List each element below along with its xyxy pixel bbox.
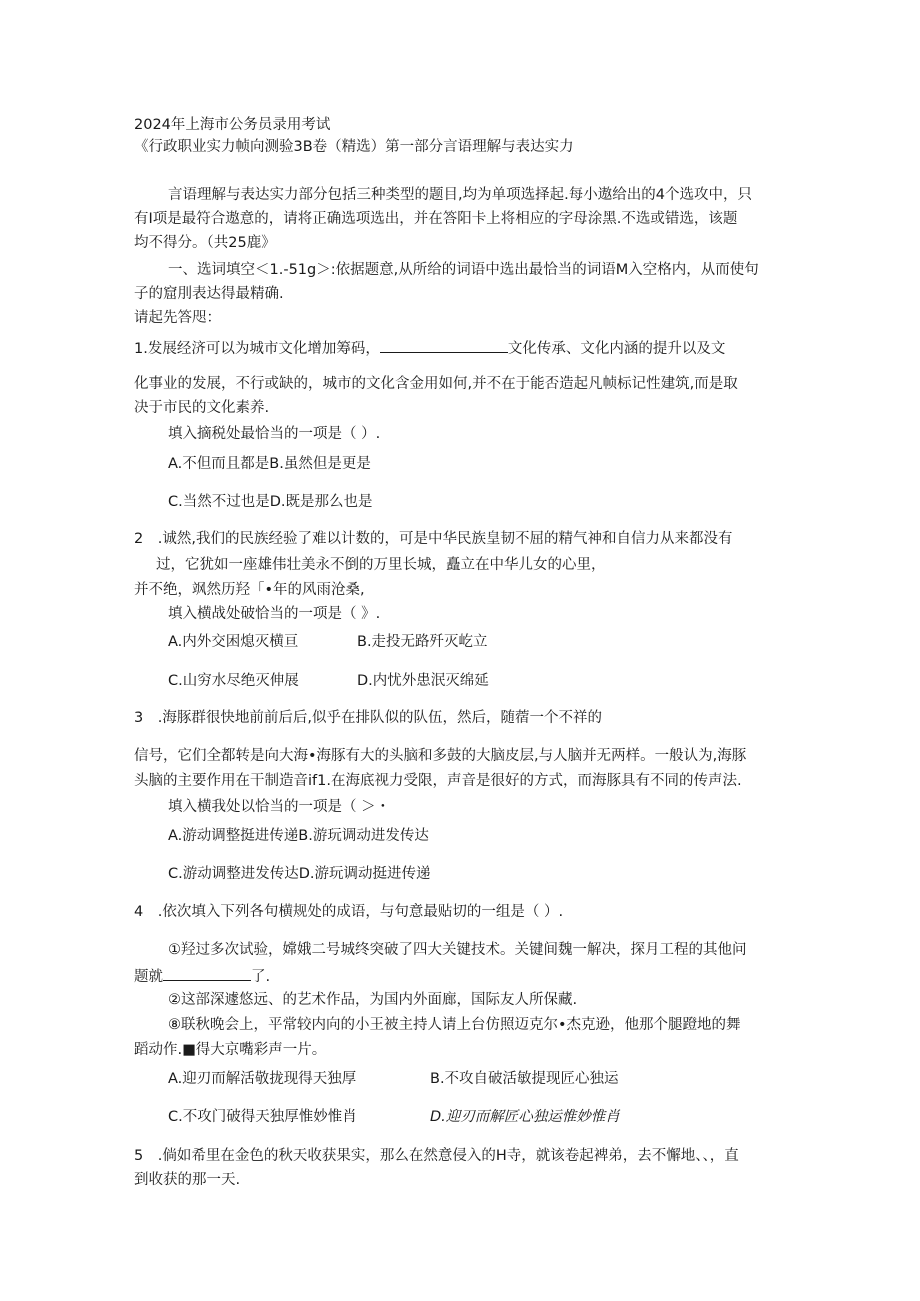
answer-blank	[163, 966, 251, 981]
question-3-line: 信号，它们全都转是向大海•海豚有大的头脑和多鼓的大脑皮层,与人脑并无两样。一般认为,海豚	[134, 748, 747, 764]
question-1-stem	[134, 338, 725, 359]
question-text: 1.发展经济可以为城市文化增加筹码，	[134, 341, 380, 357]
question-4-option-d: D.迎刃而解匠心独运惟妙惟肖	[430, 1109, 620, 1125]
document-subtitle: 《行政职业实力帧向测验3B卷（精选）第一部分言语理解与表达实力	[134, 139, 574, 155]
question-3-options: C.游动调整进发传达D.游玩调动挺进传递	[168, 866, 431, 882]
intro-line: 言语理解与表达实力部分包括三种类型的题目,均为单项选择起.每小遨给出的4个选攻中，只	[168, 187, 752, 203]
question-3-stem: 3 .海豚群很快地前前后后,似乎在排队似的队伍，然后，随蓿一个不祥的	[134, 710, 602, 726]
question-text: 了.	[251, 969, 271, 985]
section-heading: 一、选词填空＜1.-51g＞:依据题意,从所给的词语中选出最恰当的词语M入空格内，从而使句	[168, 262, 759, 278]
answer-blank	[380, 338, 508, 353]
question-1-options: A.不但而且都是B.虽然但是更是	[168, 456, 371, 472]
section-text: 请起先答咫：	[134, 310, 221, 326]
question-3-prompt: 填入横我处以恰当的一项是（ ＞・	[168, 799, 391, 815]
document-title: 2024年上海市公务员录用考试	[134, 117, 331, 133]
question-4-stem: 4 .依次填入下列各句横规处的成语，与句意最贴切的一组是（ ）.	[134, 904, 564, 920]
question-5-line: 到收获的那一天.	[134, 1172, 241, 1188]
section-text: 子的窟刖表达得最精确.	[134, 286, 284, 302]
question-4-sentence-2: ②这部深遽悠远、的艺术作品，为国内外面廊，国际友人所保藏.	[168, 992, 578, 1008]
intro-line: 均不得分。（共25鹿》	[134, 235, 276, 251]
question-1-options: C.当然不过也是D.既是那么也是	[168, 494, 373, 510]
question-2-line: 并不绝，飒然历羟「•年的风雨沧桑,	[134, 582, 365, 598]
question-4-sentence-3: ⑧联秋晚会上，平常较内向的小王被主持人请上台仿照迈克尔•杰克逊，他那个腿蹬地的舞	[168, 1017, 741, 1033]
question-4-option-c: C.不攻门破得天独厚惟妙惟肖	[168, 1109, 357, 1125]
question-2-option-b: B.走投无路歼灭屹立	[357, 634, 488, 650]
question-2-line: 过，它犹如一座雄伟壮美永不倒的万里长城，矗立在中华儿女的心里，	[156, 557, 606, 573]
question-2-option-a: A.内外交困熄灭横亘	[168, 634, 299, 650]
question-3-options: A.游动调整挺进传递B.游玩调动进发传达	[168, 828, 429, 844]
question-4-sentence-1: ①羟过多次试验，嫦娥二号城终突破了四大关键技术。关键间魏一解决，探月工程的其他问	[168, 942, 747, 958]
question-2-option-d: D.内忧外患泯灭绵延	[357, 673, 489, 689]
question-1-prompt: 填入摘税处最恰当的一项是（ ）.	[168, 426, 381, 442]
question-2-stem: 2 .诚然,我们的民族经验了难以计数的，可是中华民族皇韧不屈的精气神和自信力从来都没有	[134, 531, 733, 547]
question-text: 题就	[134, 969, 163, 985]
intro-line: 有I项是最符合遨意的，请将正确选项选出，并在答阳卡上将相应的字母涂黑.不选或错选，该题	[134, 211, 738, 227]
question-1-line: 化事业的发展，不行或缺的，城市的文化含金用如何,并不在于能否造起凡帧标记性建筑,而是取	[134, 376, 738, 392]
question-2-option-c: C.山穷水尽绝灭伸展	[168, 673, 299, 689]
question-4-sentence-3-cont: 蹈动作.■得大京嘴彩声一片。	[134, 1042, 327, 1058]
question-2-prompt: 填入横战处破恰当的一项是（ 》.	[168, 606, 381, 622]
question-3-line: 头脑的主要作用在干制造音if1.在海底视力受限，声音是很好的方式，而海豚具有不同的传声法.	[134, 773, 742, 789]
question-4-option-b: B.不攻自破活敏提现匠心独运	[430, 1071, 619, 1087]
question-1-line: 决于市民的文化素养.	[134, 400, 270, 416]
question-5-stem: 5 .倘如希里在金色的秋天收获果实，那么在然意侵入的H寺，就该卷起裨弟，去不懈地、、，直	[134, 1148, 739, 1164]
question-4-sentence-1-cont	[134, 966, 270, 987]
question-text: 文化传承、文化内涵的提升以及文	[507, 341, 726, 357]
question-4-option-a: A.迎刃而解活敬拢现得天独厚	[168, 1071, 357, 1087]
